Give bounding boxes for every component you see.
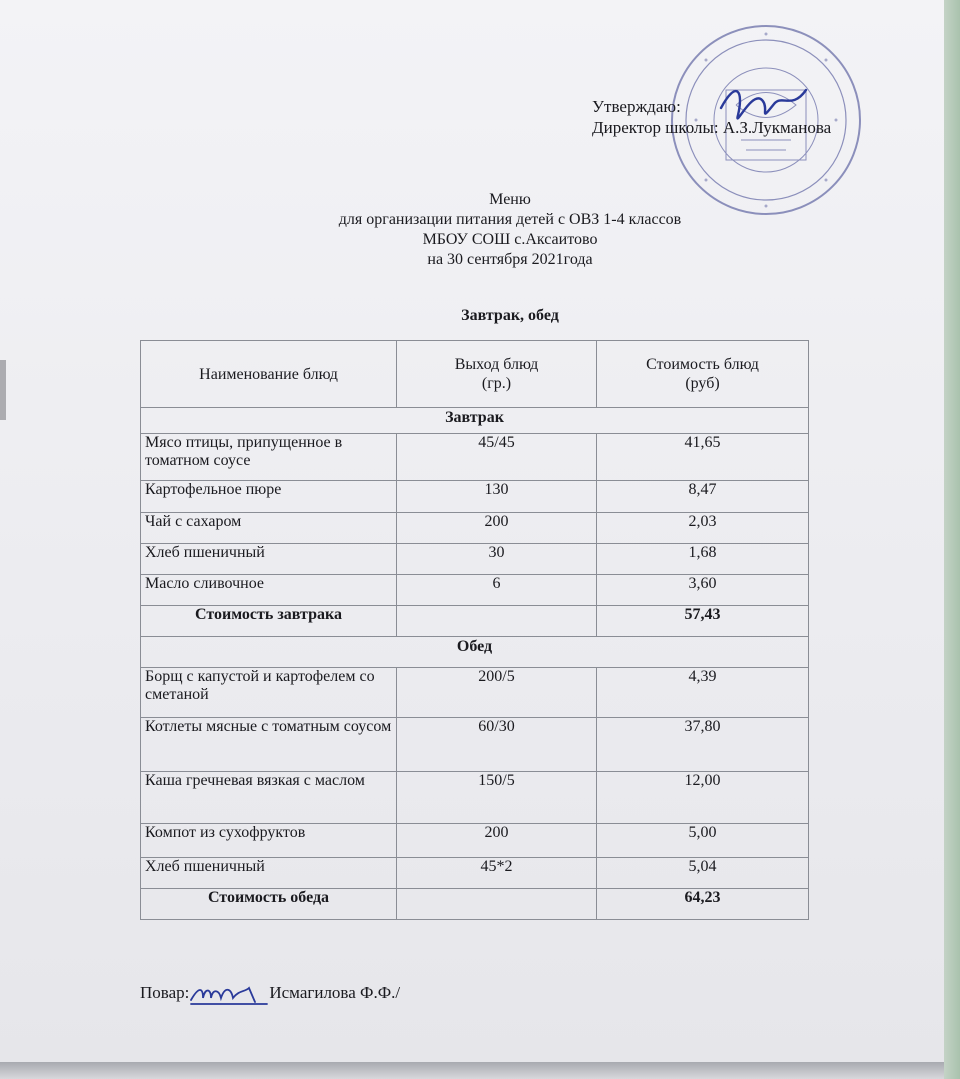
table-row: Компот из сухофруктов 200 5,00 [141, 824, 809, 858]
cook-name: Исмагилова Ф.Ф./ [269, 983, 401, 1002]
title-line-4: на 30 сентября 2021года [427, 251, 593, 268]
table-row: Масло сливочное 6 3,60 [141, 575, 809, 606]
breakfast-total-row: Стоимость завтрака 57,43 [141, 606, 809, 637]
cook-signature-line [140, 982, 400, 1006]
document-title [300, 190, 720, 270]
table-row: Борщ с капустой и картофелем со сметаной 200/5 4,39 [141, 668, 809, 718]
table-row: Хлеб пшеничный 30 1,68 [141, 544, 809, 575]
title-line-3: МБОУ СОШ с.Аксаитово [422, 231, 598, 248]
page-bottom-shadow [0, 1062, 946, 1079]
header-cost: Стоимость блюд (руб) [597, 341, 809, 408]
title-line-2: для организации питания детей с ОВЗ 1-4 классов [338, 211, 682, 228]
table-row: Хлеб пшеничный 45*2 5,04 [141, 858, 809, 889]
table-row: Каша гречневая вязкая с маслом 150/5 12,00 [141, 772, 809, 824]
header-output: Выход блюд (гр.) [397, 341, 597, 408]
cook-label: Повар: [140, 983, 190, 1002]
lunch-total-row: Стоимость обеда 64,23 [141, 889, 809, 920]
table-row: Чай с сахаром 200 2,03 [141, 513, 809, 544]
section-breakfast: Завтрак [141, 408, 809, 434]
menu-table [140, 340, 809, 920]
title-line-1: Меню [489, 191, 531, 208]
table-row: Мясо птицы, припущенное в томатном соусе 45/45 41,65 [141, 434, 809, 481]
approval-line-2: Директор школы: А.З.Лукманова [592, 118, 832, 137]
background-edge [944, 0, 960, 1079]
table-row: Котлеты мясные с томатным соусом 60/30 37,80 [141, 718, 809, 772]
approval-block [592, 96, 831, 138]
header-name: Наименование блюд [141, 341, 397, 408]
cook-signature [189, 982, 269, 1006]
meal-subtitle: Завтрак, обед [461, 307, 559, 324]
left-edge-shadow [0, 360, 6, 420]
section-lunch: Обед [141, 637, 809, 668]
table-row: Картофельное пюре 130 8,47 [141, 481, 809, 513]
approval-line-1: Утверждаю: [592, 97, 681, 116]
table-header-row [141, 341, 809, 408]
